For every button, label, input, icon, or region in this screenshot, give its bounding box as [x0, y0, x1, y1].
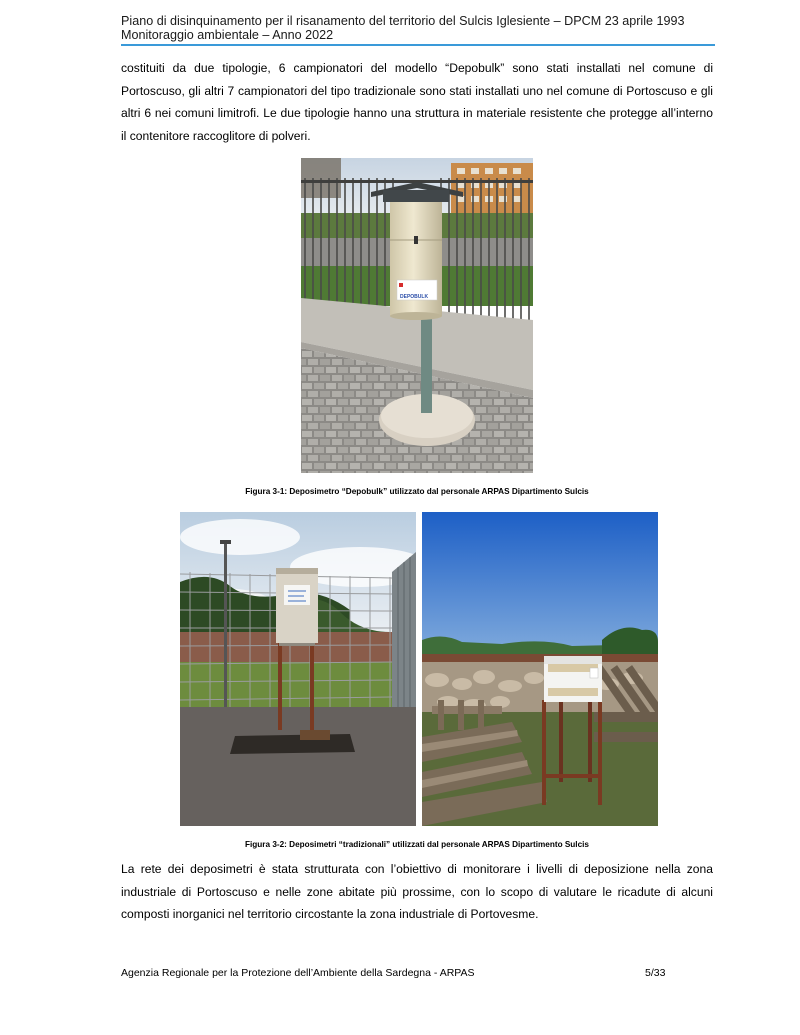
page-number: 5/33 — [645, 967, 666, 979]
header-divider — [121, 44, 715, 46]
footer-agency: Agenzia Regionale per la Protezione dell’Ambiente della Sardegna - ARPAS — [121, 967, 475, 979]
header-subtitle: Monitoraggio ambientale – Anno 2022 — [121, 28, 334, 42]
figure-depobulk-photo — [301, 158, 533, 473]
figure-traditional-photo-right — [422, 512, 658, 826]
figure-1-caption: Figura 3-1: Deposimetro “Depobulk” utilizzato dal personale ARPAS Dipartimento Sulcis — [245, 487, 589, 496]
figure-traditional-photo-left — [180, 512, 416, 826]
header-title: Piano di disinquinamento per il risanamento del territorio del Sulcis Iglesiente – DPCM 23 aprile 1993 — [121, 14, 685, 28]
body-paragraph-2: La rete dei deposimetri è stata strutturata con l’obiettivo di monitorare i livelli di deposizione nella zona industriale di Portoscuso e nelle zone abitate più prossime, con lo scopo di valutare le ricadute di alcuni composti inorganici nel territorio circostante la zona industriale di Portovesme. — [121, 862, 713, 921]
figure-2-caption: Figura 3-2: Deposimetri “tradizionali” utilizzati dal personale ARPAS Dipartimento Sulcis — [245, 840, 589, 849]
body-paragraph-1: costituiti da due tipologie, 6 campionatori del modello “Depobulk” sono stati installati nel comune di Portoscuso, gli altri 7 campionatori del tipo tradizionale sono stati installati uno nel comune di Portoscuso e gli altri 6 nei comuni limitrofi. Le due tipologie hanno una struttura in materiale resistente che protegge all’interno il contenitore raccoglitore di polveri. — [121, 61, 713, 143]
depobulk-sticker-text: DEPOBULK — [400, 294, 429, 300]
page-header — [121, 14, 715, 42]
